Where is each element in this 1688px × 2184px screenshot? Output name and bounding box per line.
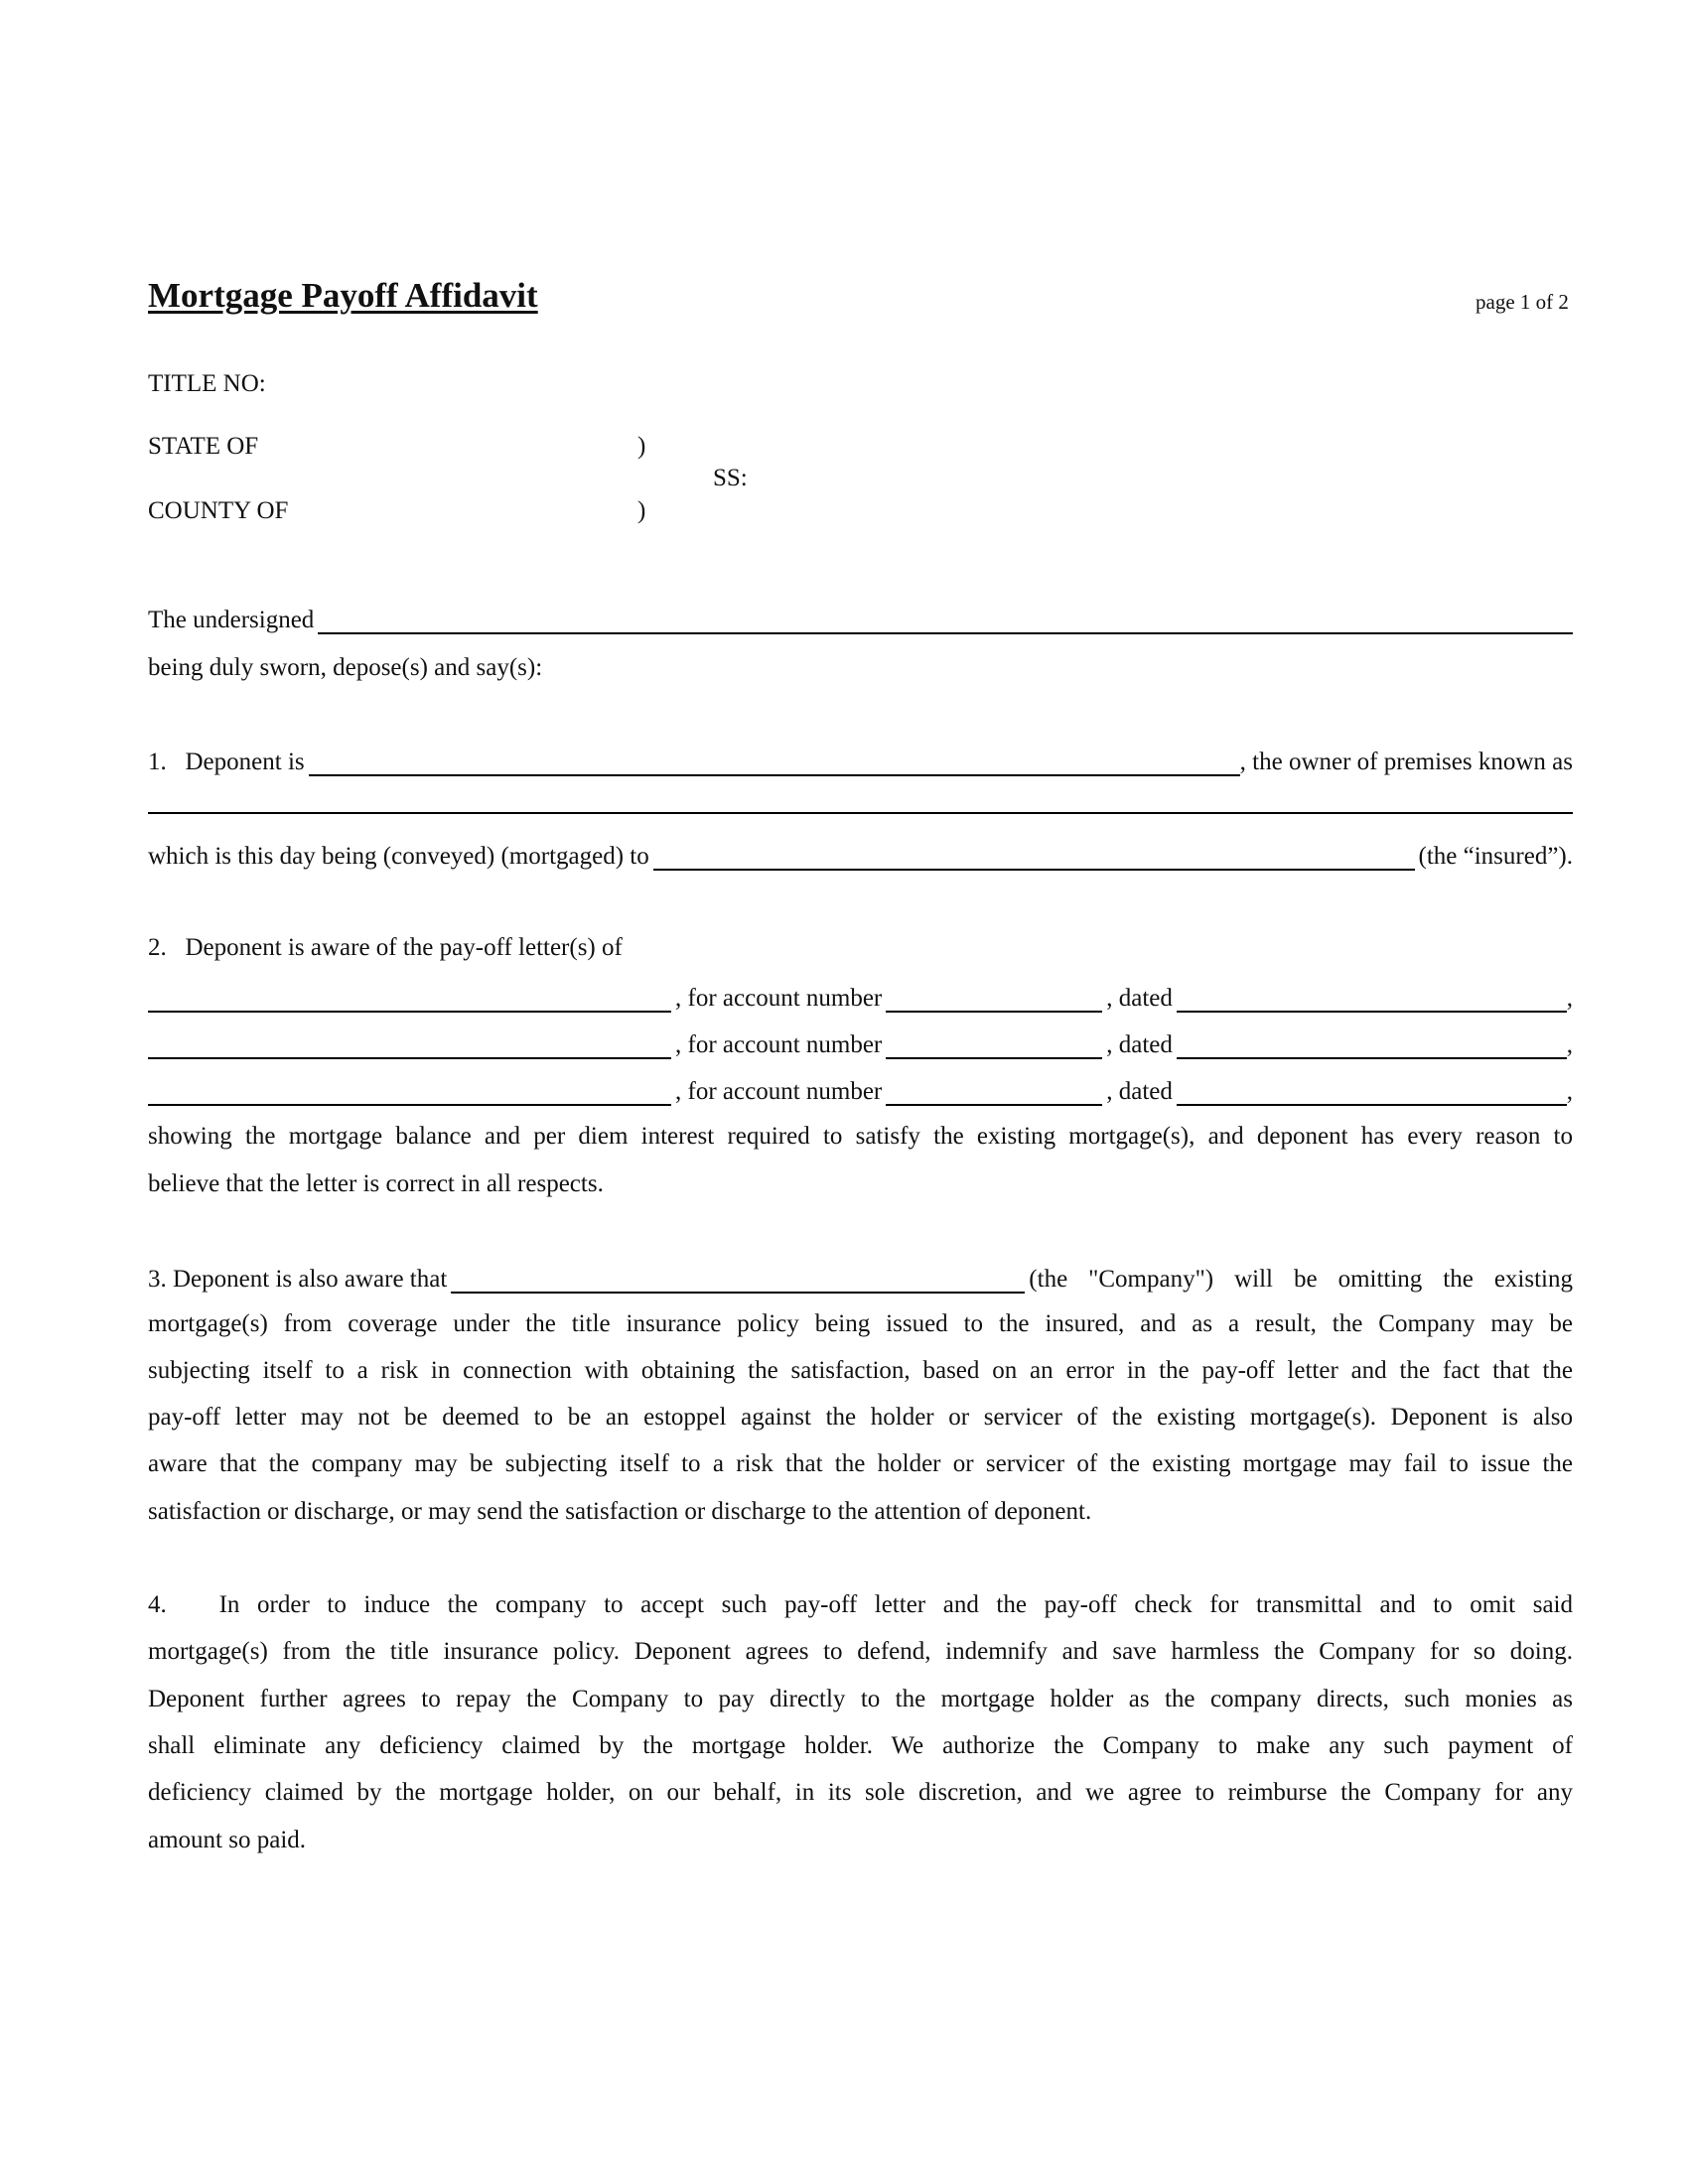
company-row — [148, 1262, 1573, 1294]
lender-field[interactable] — [148, 987, 671, 1013]
for-account-text: , for account number — [675, 1078, 883, 1105]
company-name-field[interactable] — [451, 1268, 1025, 1294]
deponent-row — [148, 745, 1573, 776]
for-account-text: , for account number — [675, 1031, 883, 1058]
deponent-label: 1. Deponent is — [148, 749, 305, 775]
lender-field[interactable] — [148, 1080, 671, 1106]
ss-label: SS: — [713, 465, 748, 491]
paragraph-line: subjecting itself to a risk in connection with obtaining the satisfaction, based on an error in the pay-off letter and the fact that the — [148, 1357, 1573, 1384]
comma: , — [1566, 985, 1573, 1012]
dated-text: , dated — [1106, 985, 1173, 1012]
lender-field[interactable] — [148, 1033, 671, 1059]
owner-text: , the owner of premises known as — [1239, 749, 1573, 775]
payoff-letter-row — [148, 1074, 1573, 1106]
undersigned-row — [148, 603, 1573, 634]
county-of-label: COUNTY OF — [148, 497, 289, 524]
paragraph-line: showing the mortgage balance and per diem interest required to satisfy the existing mortgage(s), and deponent has every reason to — [148, 1123, 1573, 1150]
account-number-field[interactable] — [886, 1033, 1102, 1059]
undersigned-label: The undersigned — [148, 607, 315, 633]
account-number-field[interactable] — [886, 1080, 1102, 1106]
page-number: page 1 of 2 — [1476, 290, 1569, 314]
date-field[interactable] — [1177, 1080, 1567, 1106]
insured-name-field[interactable] — [653, 845, 1415, 871]
paragraph-line: amount so paid. — [148, 1827, 307, 1853]
paragraph-line: mortgage(s) from coverage under the title insurance policy being issued to the insured, and as a result, the Company may be — [148, 1310, 1573, 1337]
paragraph-line: believe that the letter is correct in all respects. — [148, 1170, 604, 1197]
document-title: Mortgage Payoff Affidavit — [148, 276, 538, 315]
account-number-field[interactable] — [886, 987, 1102, 1013]
paragraph-line: satisfaction or discharge, or may send the satisfaction or discharge to the attention of deponent. — [148, 1498, 1092, 1525]
company-text: (the "Company") will be omitting the existing — [1029, 1266, 1573, 1293]
dated-text: , dated — [1106, 1078, 1173, 1105]
date-field[interactable] — [1177, 1033, 1567, 1059]
paragraph-line: Deponent further agrees to repay the Company to pay directly to the mortgage holder as the company directs, such monies as — [148, 1686, 1573, 1712]
paragraph-line: pay-off letter may not be deemed to be an estoppel against the holder or servicer of the existing mortgage(s). Deponent is also — [148, 1404, 1573, 1431]
payoff-letter-row — [148, 1027, 1573, 1059]
p2-lead: 2. Deponent is aware of the pay-off letter(s) of — [148, 934, 623, 961]
paragraph-line: 4. In order to induce the company to accept such pay-off letter and the pay-off check for transmittal and to omit said — [148, 1591, 1573, 1618]
premises-field[interactable] — [148, 812, 1573, 814]
paragraph-line: deficiency claimed by the mortgage holder, on our behalf, in its sole discretion, and we agree to reimburse the Company for any — [148, 1779, 1573, 1806]
payoff-letter-row — [148, 981, 1573, 1013]
conveyed-text: which is this day being (conveyed) (mortgaged) to — [148, 843, 649, 870]
title-no-label: TITLE NO: — [148, 370, 266, 397]
state-of-label: STATE OF — [148, 433, 259, 460]
sworn-text: being duly sworn, depose(s) and say(s): — [148, 654, 543, 681]
paragraph-line: mortgage(s) from the title insurance policy. Deponent agrees to defend, indemnify and save harmless the Company for so doing. — [148, 1638, 1573, 1665]
undersigned-name-field[interactable] — [318, 609, 1573, 634]
paragraph-line: shall eliminate any deficiency claimed by the mortgage holder. We authorize the Company to make any such payment of — [148, 1732, 1573, 1759]
for-account-text: , for account number — [675, 985, 883, 1012]
dated-text: , dated — [1106, 1031, 1173, 1058]
date-field[interactable] — [1177, 987, 1567, 1013]
paren: ) — [637, 433, 646, 460]
paragraph-line: aware that the company may be subjecting itself to a risk that the holder or servicer of the existing mortgage may fail to issue the — [148, 1450, 1573, 1477]
paren: ) — [637, 497, 646, 524]
insured-text: (the “insured”). — [1418, 843, 1573, 870]
comma: , — [1566, 1078, 1573, 1105]
conveyed-row — [148, 839, 1573, 871]
p3-lead: 3. Deponent is also aware that — [148, 1266, 448, 1293]
comma: , — [1566, 1031, 1573, 1058]
deponent-name-field[interactable] — [309, 751, 1240, 776]
